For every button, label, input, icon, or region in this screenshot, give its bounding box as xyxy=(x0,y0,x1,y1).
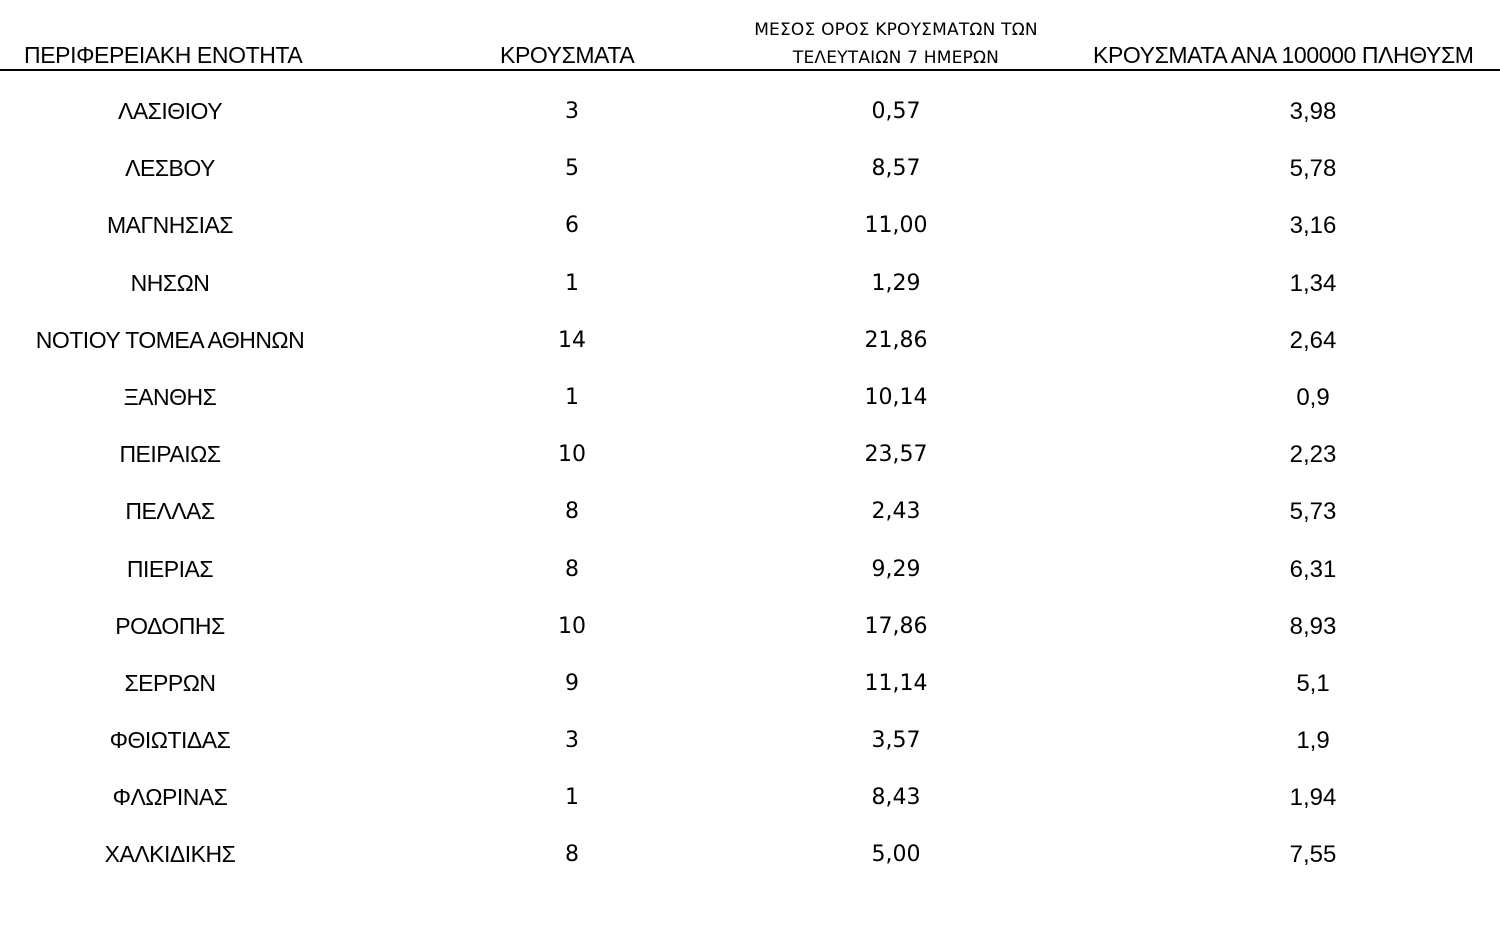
table-row xyxy=(0,598,1500,655)
seven-day-average-cell: 21,86 xyxy=(864,327,928,353)
region-cell: ΦΘΙΩΤΙΔΑΣ xyxy=(109,727,231,754)
header-cases-per-100000: ΚΡΟΥΣΜΑΤΑ ΑΝΑ 100000 ΠΛΗΘΥΣΜ xyxy=(1093,42,1474,68)
region-cell: ΝΗΣΩΝ xyxy=(130,269,210,296)
cases-cell: 14 xyxy=(558,327,586,353)
seven-day-average-cell: 10,14 xyxy=(864,384,928,410)
region-cell: ΧΑΛΚΙΔΙΚΗΣ xyxy=(104,841,236,868)
cases-cell: 10 xyxy=(558,613,586,639)
region-cell: ΦΛΩΡΙΝΑΣ xyxy=(112,784,228,811)
seven-day-average-cell: 11,00 xyxy=(864,213,928,239)
region-cell: ΝΟΤΙΟΥ ΤΟΜΕΑ ΑΘΗΝΩΝ xyxy=(35,326,305,353)
cases-cell: 3 xyxy=(565,728,579,754)
table-row xyxy=(0,826,1500,883)
table-row xyxy=(0,541,1500,598)
header-seven-day-average-line-2: ΤΕΛΕΥΤΑΙΩΝ 7 ΗΜΕΡΩΝ xyxy=(792,48,1000,68)
cases-per-100000-cell: 2,23 xyxy=(1289,441,1337,469)
cases-per-100000-cell: 5,1 xyxy=(1296,669,1330,697)
seven-day-average-cell: 8,57 xyxy=(871,156,921,182)
table-header xyxy=(0,0,1500,72)
cases-per-100000-cell: 2,64 xyxy=(1289,326,1337,354)
header-seven-day-average-line-1: ΜΕΣΟΣ ΟΡΟΣ ΚΡΟΥΣΜΑΤΩΝ ΤΩΝ xyxy=(754,20,1038,40)
cases-cell: 1 xyxy=(565,270,579,296)
cases-cell: 3 xyxy=(565,99,579,124)
cases-per-100000-cell: 0,9 xyxy=(1296,383,1330,411)
cases-per-100000-cell: 1,9 xyxy=(1296,727,1330,755)
region-cell: ΠΕΙΡΑΙΩΣ xyxy=(119,441,221,468)
cases-cell: 8 xyxy=(565,556,579,582)
seven-day-average-cell: 17,86 xyxy=(864,613,928,639)
table-row xyxy=(0,312,1500,369)
seven-day-average-cell: 2,43 xyxy=(871,499,921,525)
table-row xyxy=(0,369,1500,426)
region-cell: ΣΕΡΡΩΝ xyxy=(124,669,216,696)
cases-cell: 9 xyxy=(565,670,579,696)
header-cases: ΚΡΟΥΣΜΑΤΑ xyxy=(500,42,635,68)
header-region: ΠΕΡΙΦΕΡΕΙΑΚΗ ΕΝΟΤΗΤΑ xyxy=(24,42,303,68)
seven-day-average-cell: 9,29 xyxy=(871,556,921,582)
table-row xyxy=(0,140,1500,197)
seven-day-average-cell: 3,57 xyxy=(871,728,921,754)
table-row xyxy=(0,197,1500,254)
header-seven-day-average xyxy=(730,16,1062,72)
region-cell: ΡΟΔΟΠΗΣ xyxy=(115,612,225,639)
table-row xyxy=(0,483,1500,540)
cases-per-100000-cell: 8,93 xyxy=(1289,612,1337,640)
cases-per-100000-cell: 3,98 xyxy=(1289,98,1337,125)
cases-per-100000-cell: 3,16 xyxy=(1289,212,1337,240)
cases-cell: 1 xyxy=(565,384,579,410)
table-row xyxy=(0,83,1500,140)
seven-day-average-cell: 0,57 xyxy=(871,99,921,124)
cases-per-100000-cell: 7,55 xyxy=(1289,841,1337,869)
cases-cell: 10 xyxy=(558,442,586,468)
cases-per-100000-cell: 1,34 xyxy=(1289,269,1337,297)
cases-per-100000-cell: 5,78 xyxy=(1289,155,1337,183)
seven-day-average-cell: 1,29 xyxy=(871,270,921,296)
table-row xyxy=(0,712,1500,769)
seven-day-average-cell: 23,57 xyxy=(864,442,928,468)
cases-per-100000-cell: 5,73 xyxy=(1289,498,1337,526)
region-cell: ΠΙΕΡΙΑΣ xyxy=(126,555,214,582)
seven-day-average-cell: 11,14 xyxy=(864,670,928,696)
cases-per-100000-cell: 6,31 xyxy=(1289,555,1337,583)
seven-day-average-cell: 8,43 xyxy=(871,785,921,811)
table-row xyxy=(0,426,1500,483)
region-cell: ΜΑΓΝΗΣΙΑΣ xyxy=(106,212,234,239)
table-row xyxy=(0,655,1500,712)
header-divider xyxy=(0,69,1500,71)
table-row xyxy=(0,769,1500,826)
cases-cell: 8 xyxy=(565,842,579,868)
cases-cell: 5 xyxy=(565,156,579,182)
table-row xyxy=(0,255,1500,312)
region-cell: ΠΕΛΛΑΣ xyxy=(125,498,215,525)
region-cell: ΞΑΝΘΗΣ xyxy=(123,383,217,410)
region-cell: ΛΑΣΙΘΙΟΥ xyxy=(117,98,223,124)
cases-cell: 1 xyxy=(565,785,579,811)
cases-cell: 6 xyxy=(565,213,579,239)
table-body xyxy=(0,83,1500,884)
seven-day-average-cell: 5,00 xyxy=(871,842,921,868)
cases-per-100000-cell: 1,94 xyxy=(1289,784,1337,812)
region-cell: ΛΕΣΒΟΥ xyxy=(125,155,215,182)
cases-cell: 8 xyxy=(565,499,579,525)
